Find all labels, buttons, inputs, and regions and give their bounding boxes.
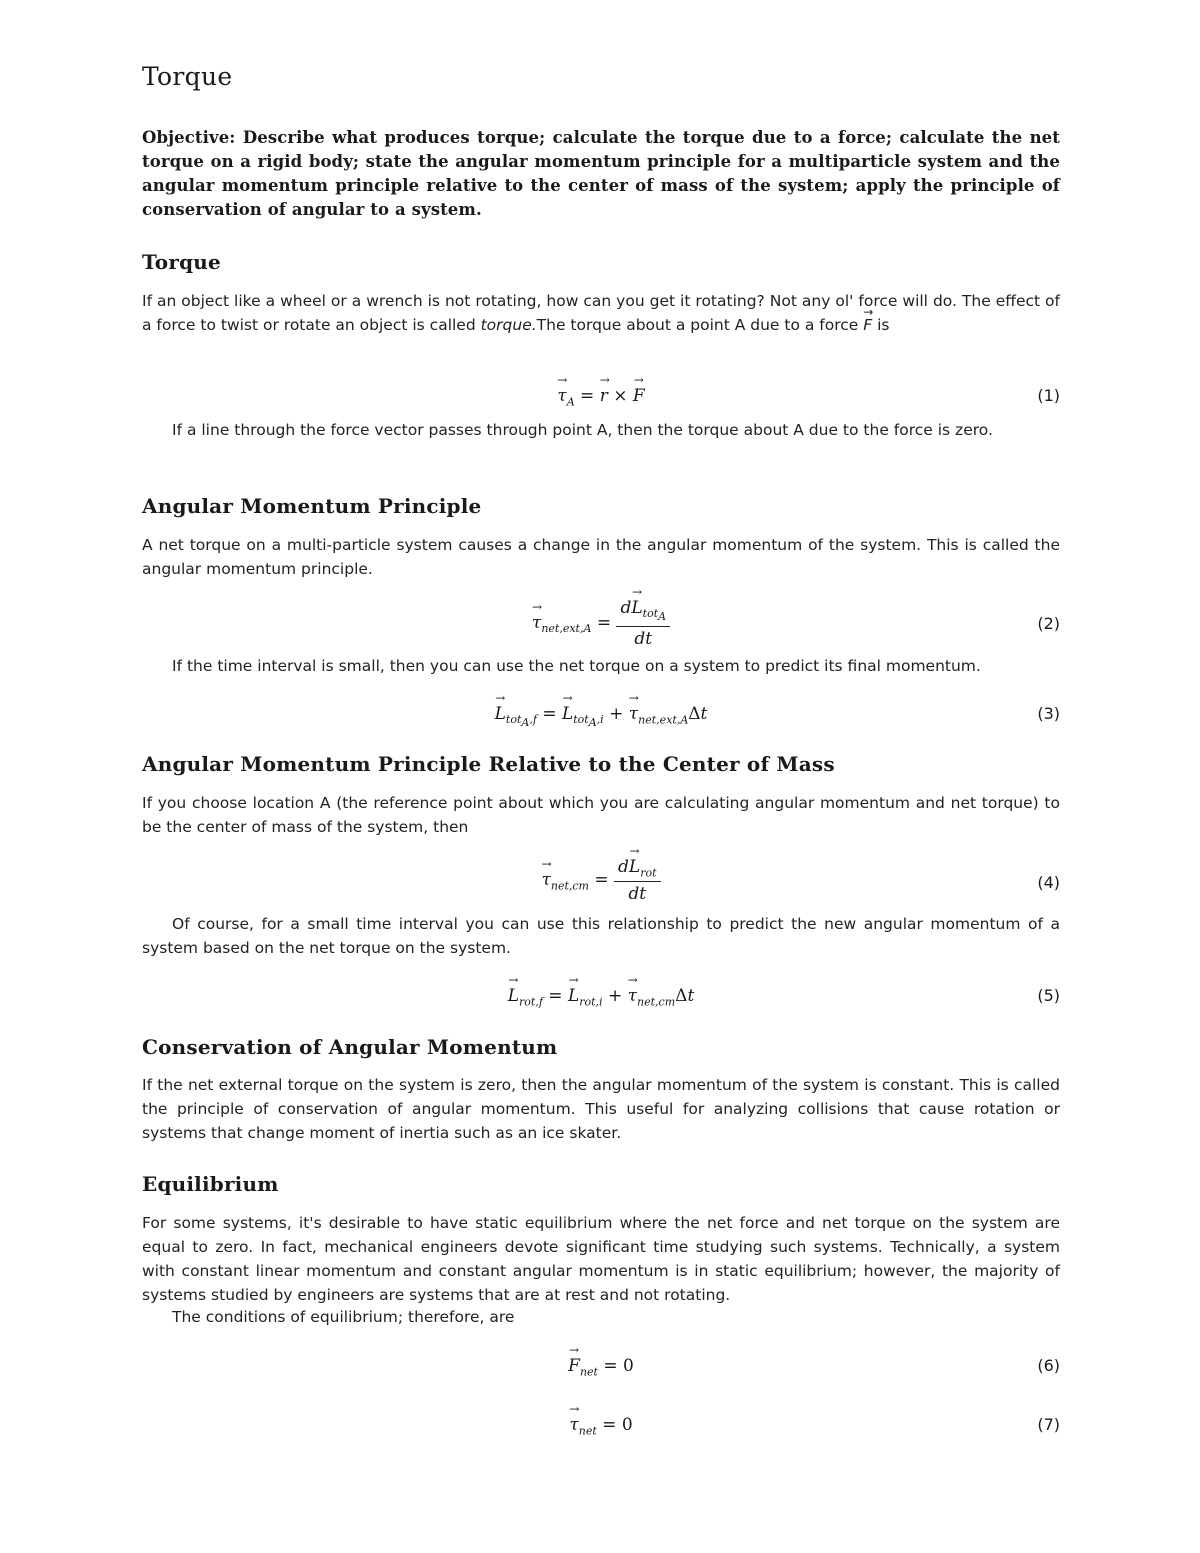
equation-6: → $F_{net} = 0$ (6)	[142, 1348, 1060, 1388]
amp-cm-paragraph-2: Of course, for a small time interval you can use this relationship to predict the new angular momentum of a system based on the net torque on the system.	[142, 915, 1060, 957]
heading-equilibrium: Equilibrium	[142, 1172, 279, 1196]
equation-number: (5)	[1037, 986, 1060, 1005]
equation-number: (6)	[1037, 1356, 1060, 1375]
equilibrium-paragraph-2: The conditions of equilibrium; therefore, are	[172, 1308, 515, 1326]
torque-paragraph-2: If a line through the force vector passes through point A, then the torque about A due to the force is zero.	[172, 421, 993, 439]
equation-3: → $L_{tot_A,f}$ = → $L_{tot_A,i}$ + → $\tau_{net,ext,A}\Delta t$ (3)	[142, 696, 1060, 736]
equation-1: → $\tau_A$ = → r × → F (1)	[142, 378, 1060, 418]
amp-cm-paragraph-1: If you choose location A (the reference point about which you are calculating angular momentum and net torque) to be the center of mass of the system, then	[142, 794, 1060, 836]
equation-number: (2)	[1037, 614, 1060, 633]
amp-paragraph-1: A net torque on a multi-particle system causes a change in the angular momentum of the system. This is called the angular momentum principle.	[142, 536, 1060, 578]
amp-paragraph-2: If the time interval is small, then you can use the net torque on a system to predict its final momentum.	[172, 657, 981, 675]
equilibrium-paragraph-1: For some systems, it's desirable to have static equilibrium where the net force and net torque on the system are equal to zero. In fact, mechanical engineers devote significant time studying such systems. Technically, a system with constant linear momentum and constant angular momentum is in static equilibrium; however, the majority of systems studied by engineers are systems that are at rest and not rotating.	[142, 1214, 1060, 1304]
heading-torque: Torque	[142, 250, 221, 274]
objective-paragraph: Objective: Describe what produces torque; calculate the torque due to a force; calculate the net torque on a rigid body; state the angular momentum principle for a multiparticle system and the angular momentum principle relative to the center of mass of the system; apply the principle of conservation of angular to a system.	[142, 128, 1060, 219]
equation-number: (1)	[1037, 386, 1060, 405]
torque-paragraph-1: If an object like a wheel or a wrench is not rotating, how can you get it rotating? Not any ol' force will do. The effect of a force to twist or rotate an object is called torque.The torque about a point A due to a force → F is	[142, 289, 1060, 337]
heading-angular-momentum-principle: Angular Momentum Principle	[142, 494, 482, 518]
equation-4: → $\tau_{net,cm}$ = $\frac{d\to L_{rot}}{dt}$ (4)	[142, 857, 1060, 911]
equation-5: → $L_{rot,f}$ = → $L_{rot,i}$ + → $\tau_{net,cm}\Delta t$ (5)	[142, 978, 1060, 1018]
equation-2: → $\tau_{net,ext,A}$ = $\frac{d\to L_{tot_A}}{dt}$ (2)	[142, 598, 1060, 652]
heading-conservation: Conservation of Angular Momentum	[142, 1035, 558, 1059]
heading-amp-center-of-mass: Angular Momentum Principle Relative to the Center of Mass	[142, 752, 835, 776]
equation-7: → $\tau_{net} = 0$ (7)	[142, 1407, 1060, 1447]
equation-number: (7)	[1037, 1415, 1060, 1434]
page-title: Torque	[142, 62, 233, 91]
conservation-paragraph: If the net external torque on the system is zero, then the angular momentum of the system is constant. This is called the principle of conservation of angular momentum. This useful for analyzing collisions that cause rotation or systems that change moment of inertia such as an ice skater.	[142, 1076, 1060, 1142]
equation-number: (4)	[1037, 873, 1060, 892]
equation-number: (3)	[1037, 704, 1060, 723]
